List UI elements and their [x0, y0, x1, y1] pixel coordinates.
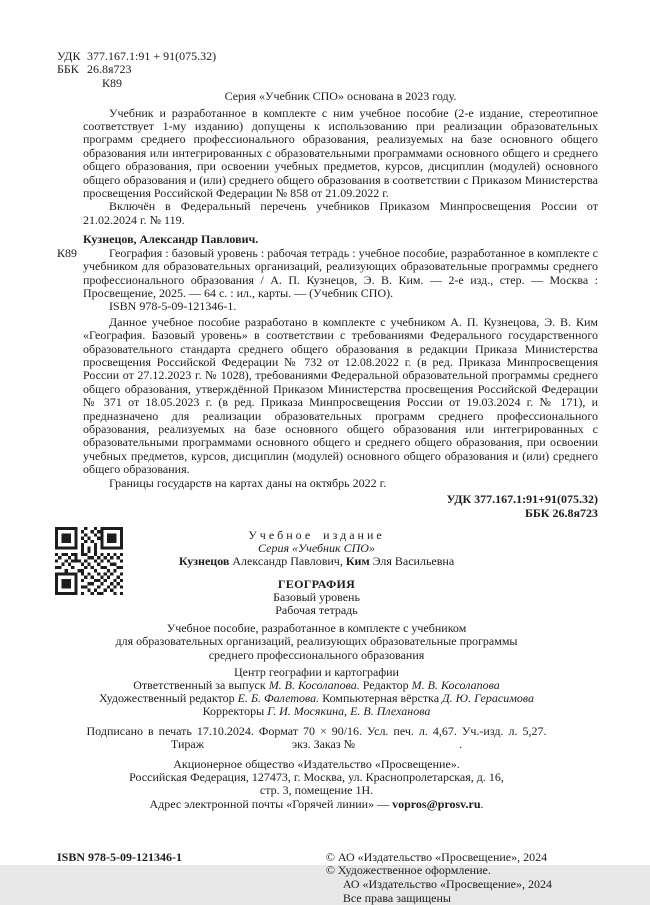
bibliographic-record	[57, 232, 598, 314]
book-title: ГЕОГРАФИЯ	[277, 576, 356, 591]
bib-author-heading: Кузнецов, Александр Павлович.	[83, 232, 259, 247]
tirazh-end: .	[459, 736, 463, 751]
classification-footer	[83, 492, 598, 520]
map-borders-note: Границы государств на картах даны на октябрь 2022 г.	[109, 475, 387, 490]
copyright-line-3: АО «Издательство «Просвещение», 2024	[342, 877, 552, 892]
annotation-paragraph: Данное учебное пособие разработано в комплекте с учебником А. П. Кузнецова, Э. В. Ким «География. Базовый уровень» в соответствии с требованиями Федерального государственного образовательного стандарта среднего общего образования в редакции Приказа Министерства просвещения Российской Федерации № 732 от 12.08.2022 г. (в ред. Приказа Минпросвещения России от 27.12.2023 г. № 1028), требованиями Федеральной образовательной программы среднего общего образования, утверждённой Приказом Министерства просвещения Российской Федерации № 371 от 18.05.2023 г. (в ред. Приказа Минпросвещения России от 19.03.2024 г. № 171), и предназначено для реализации образовательных программ среднего профессионального образования, реализуемых на базе основного общего образования или интегрированных с образовательными программами основного общего и среднего общего образования, при освоении учебных предметов, курсов, дисциплин (модулей) основного общего образования и (или) среднего общего образования.	[83, 314, 598, 477]
copyright-line-4: Все права защищены	[342, 890, 451, 905]
staff2-role: Художественный редактор	[99, 691, 238, 706]
qr-code	[55, 527, 123, 595]
bib-record-text: География : базовый уровень : рабочая тетрадь : учебное пособие, разработанное в комплекте с учебником для образовательных организаций, реализующих образовательные программы среднего профессионального образования / А. П. Кузнецов, Э. В. Ким. — 2-е изд., стер. — Москва : Просвещение, 2025. — 64 с. : ил., карты. — (Учебник СПО).	[83, 245, 598, 300]
isbn-footer: ISBN 978-5-09-121346-1	[57, 849, 182, 864]
bib-author-sign-code: К89	[57, 245, 78, 260]
bbk-label: ББК	[57, 62, 79, 77]
print-info-line: Подписано в печать 17.10.2024. Формат 70 × 90/16. Усл. печ. л. 4,67. Уч.-изд. л. 5,27.	[86, 723, 547, 738]
staff3-names: Г. И. Мосякина, Е. В. Плеханова	[267, 704, 431, 719]
tirazh-line	[35, 738, 598, 751]
center-name-line: Центр географии и картографии	[234, 664, 399, 679]
author2-rest: Эля Васильевна	[369, 554, 455, 569]
publisher-line-2: Российская Федерация, 127473, г. Москва, ул. Краснопролетарская, д. 16,	[129, 770, 504, 785]
bbk-line	[57, 63, 598, 76]
staff1-name2: М. В. Косолапова	[411, 678, 500, 693]
udk-line	[57, 50, 598, 63]
fpu-inclusion-paragraph: Включён в Федеральный перечень учебников Приказом Минпросвещения России от 21.02.2024 г. № 119.	[83, 199, 598, 227]
bib-record-wrap	[57, 245, 598, 314]
hotline-email-line	[35, 798, 598, 811]
author1-surname: Кузнецов	[178, 554, 230, 569]
copyright-line-2: © Художественное оформление.	[325, 863, 491, 878]
description-line-2: для образовательных организаций, реализующих образовательные программы	[115, 634, 518, 649]
tirazh-mid: экз. Заказ №	[292, 736, 356, 751]
staff1-role: Ответственный за выпуск	[133, 678, 269, 693]
hotline-email: vopros@prosv.ru	[392, 796, 481, 811]
email-prefix: Адрес электронной почты «Горячей линии» —	[149, 796, 393, 811]
main-text-column	[57, 89, 598, 520]
author1-rest: Александр Павлович,	[229, 554, 346, 569]
staff2-name1: Е. Б. Фалетова.	[237, 691, 320, 706]
bbk-bottom: ББК 26.8я723	[524, 506, 598, 520]
book-level: Базовый уровень	[273, 589, 360, 604]
publisher-line-3: стр. 3, помещение 1Н.	[259, 783, 374, 798]
author-sign-code: К89	[102, 75, 123, 90]
staff1-role2: Редактор	[359, 678, 412, 693]
publisher-line-1: Акционерное общество «Издательство «Просвещение».	[173, 757, 460, 772]
copyright-block	[326, 851, 552, 905]
bib-isbn-line: ISBN 978-5-09-121346-1.	[109, 299, 237, 314]
staff3-role: Корректоры	[202, 704, 268, 719]
series-line: Серия «Учебник СПО»	[258, 541, 375, 556]
imprint-block	[35, 529, 598, 811]
staff2-name2: Д. Ю. Герасимова	[442, 691, 534, 706]
bbk-value: 26.8я723	[87, 62, 132, 77]
copyright-line-1: © АО «Издательство «Просвещение», 2024	[325, 849, 548, 864]
udk-value: 377.167.1:91 + 91(075.32)	[87, 49, 217, 63]
footer-row	[57, 851, 598, 905]
classification-block	[57, 50, 598, 90]
staff2-role2: Компьютерная вёрстка	[319, 691, 443, 706]
staff-line-3	[35, 705, 598, 718]
udk-bottom: УДК 377.167.1:91+91(075.32)	[446, 492, 598, 506]
email-suffix: .	[480, 796, 484, 811]
description-line-1: Учебное пособие, разработанное в комплекте с учебником	[166, 621, 467, 636]
edition-type-line: Учебное издание	[248, 528, 385, 542]
description-line-3: среднего профессионального образования	[208, 647, 425, 662]
book-form: Рабочая тетрадь	[275, 603, 358, 618]
udk-label: УДК	[57, 49, 81, 63]
staff1-name1: М. В. Косолапова.	[268, 678, 360, 693]
tirazh-label: Тираж	[170, 736, 204, 751]
author2-surname: Ким	[345, 554, 370, 569]
series-founded-note: Серия «Учебник СПО» основана в 2023 году.	[224, 89, 457, 104]
admission-paragraph: Учебник и разработанное в комплекте с ним учебное пособие (2-е издание, стереотипное соответствует 1-му изданию) допущены к использованию при реализации образовательных программ среднего профессионального образования, реализуемых на базе основного общего образования или интегрированных с образовательными программами основного общего и среднего общего образования, при освоении учебных предметов, курсов, дисциплин (модулей) основного общего образования и (или) среднего общего образования в соответствии с Приказом Министерства просвещения Российской Федерации № 858 от 21.09.2022 г.	[83, 105, 598, 201]
